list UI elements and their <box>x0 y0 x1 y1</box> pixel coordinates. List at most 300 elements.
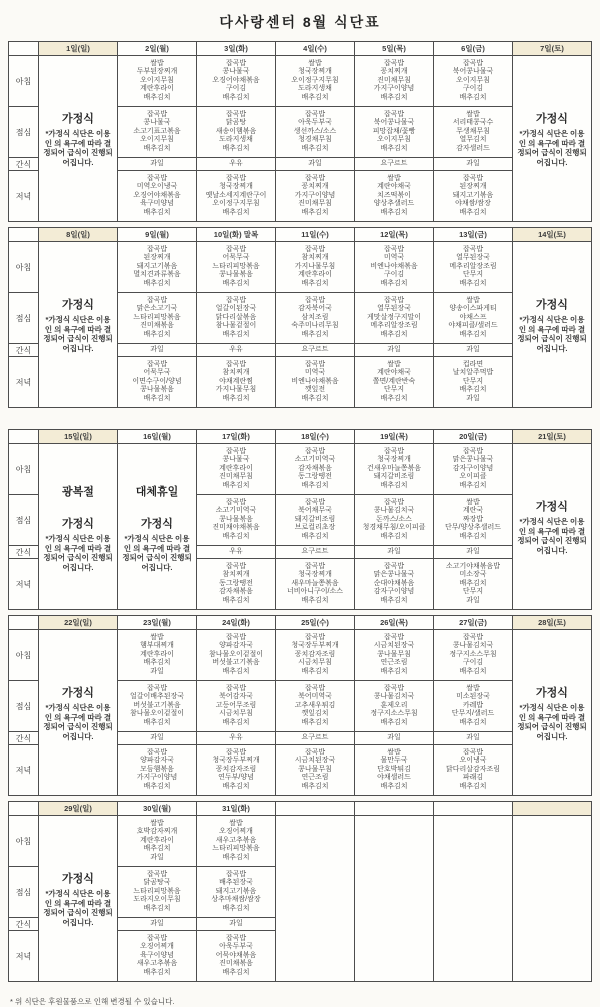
week-table <box>8 429 592 610</box>
menu-item: 단무지 <box>462 271 484 279</box>
menu-item: 돼지고기볶음 <box>215 887 257 895</box>
menu-item: 배추김치 <box>143 718 171 726</box>
menu-item: 잡곡밥 <box>146 174 168 182</box>
menu-item: 육구이양념 <box>140 951 174 959</box>
week-table <box>8 41 592 222</box>
menu-item: 양파감자국 <box>140 757 174 765</box>
home-meal-cell <box>513 56 592 222</box>
home-meal-note: *가정식 식단은 이용인 의 욕구에 따라 결정되어 급식이 진행되어집니다. <box>43 315 113 353</box>
meal-label: 아침 <box>9 56 39 107</box>
menu-item: 상추마채쌈/쌈장 <box>211 896 261 904</box>
menu-item: 새우마늘쫑볶음 <box>291 579 339 587</box>
meal-cell <box>276 171 355 222</box>
menu-item: 두부된장찌개 <box>136 68 178 76</box>
menu-item: 양파감자국 <box>219 642 253 650</box>
menu-item: 청국장두부찌개 <box>212 757 260 765</box>
menu-item: 날치알주먹밥 <box>452 369 494 377</box>
menu-item: 버섯불고기볶음 <box>133 701 181 709</box>
menu-item: 연근조림 <box>301 774 329 782</box>
menu-item: 쫄면/계란반숙 <box>372 377 416 385</box>
menu-item: 오이지무침 <box>140 76 174 84</box>
home-meal-cell <box>513 444 592 610</box>
meal-cell <box>434 681 513 732</box>
menu-item: 야채스프 <box>459 313 487 321</box>
menu-item: 잡곡밥 <box>462 633 484 641</box>
menu-item: 옛날소세지계란구이 <box>205 191 267 199</box>
menu-item: 우유 <box>229 733 243 741</box>
menu-item: 배추김치 <box>143 208 171 216</box>
meal-cell <box>197 630 276 681</box>
menu-item: 닭곰탕 <box>225 119 247 127</box>
menu-item: 계란야채국 <box>377 183 411 191</box>
meal-cell <box>355 344 434 357</box>
meal-cell <box>276 293 355 344</box>
menu-item: 쌀밥 <box>150 633 164 641</box>
menu-item: 배추김치 <box>143 279 171 287</box>
meal-cell <box>434 107 513 158</box>
menu-item: 잡곡밥 <box>146 360 168 368</box>
meal-cell <box>355 56 434 107</box>
menu-item: 잡곡밥 <box>462 447 484 455</box>
corner-cell <box>9 430 39 444</box>
menu-item: 소고기미역국 <box>215 507 257 515</box>
menu-item: 배추김치 <box>301 532 329 540</box>
menu-item: 느타리피망볶음 <box>133 887 181 895</box>
meal-cell <box>197 344 276 357</box>
home-meal-note: *가정식 식단은 이용인 의 욕구에 따라 결정되어 급식이 진행되어집니다. <box>517 703 587 741</box>
day-header: 19일(목) <box>355 430 434 444</box>
menu-item: 돼지갈비조림 <box>373 473 415 481</box>
menu-item: 진미채무침 <box>219 473 253 481</box>
meal-cell <box>276 158 355 171</box>
menu-item: 단무지/샐러드 <box>451 710 495 718</box>
meal-label: 저녁 <box>9 559 39 610</box>
meal-cell <box>197 107 276 158</box>
menu-item: 배추김치 <box>301 93 329 101</box>
meal-cell <box>434 745 513 796</box>
week-table <box>8 227 592 408</box>
menu-item: 게맛살정구지말이 <box>366 313 422 321</box>
menu-item: 양상추샐러드 <box>373 200 415 208</box>
day-header <box>355 802 434 816</box>
menu-item: 브로컬리초장 <box>294 524 336 532</box>
empty-day-cell <box>355 816 434 982</box>
menu-item: 배추김치 <box>222 968 250 976</box>
menu-item: 청국장찌개 <box>219 183 253 191</box>
menu-item: 치즈떡볶이 <box>377 191 411 199</box>
menu-item: 야채샐러드 <box>377 774 411 782</box>
menu-item: 열무된장국 <box>456 254 490 262</box>
menu-item: 과일 <box>308 159 322 167</box>
menu-item: 과일 <box>466 394 480 402</box>
meal-label: 저녁 <box>9 931 39 982</box>
menu-item: 오이지무침 <box>456 76 490 84</box>
meal-label: 저녁 <box>9 745 39 796</box>
menu-item: 호박감자찌개 <box>136 828 178 836</box>
menu-item: 배추김치 <box>459 481 487 489</box>
menu-item: 참치찌개 <box>301 254 329 262</box>
menu-item: 동그랑땡전 <box>219 579 253 587</box>
meal-cell <box>197 293 276 344</box>
day-header: 17일(화) <box>197 430 276 444</box>
menu-item: 과일 <box>150 853 164 861</box>
home-meal-cell <box>39 816 118 982</box>
menu-item: 배추김치 <box>143 904 171 912</box>
menu-item: 잡곡밥 <box>225 174 247 182</box>
menu-item: 콩나물김치국 <box>452 642 494 650</box>
menu-item: 과일 <box>387 547 401 555</box>
menu-item: 쌀밥 <box>387 360 401 368</box>
menu-item: 연근조림 <box>380 659 408 667</box>
menu-item: 잡곡밥 <box>383 684 405 692</box>
meal-cell <box>197 56 276 107</box>
menu-item: 짜장밥 <box>462 515 484 523</box>
menu-item: 쌀밥 <box>387 748 401 756</box>
holiday-label: 대체휴일 <box>135 486 179 498</box>
menu-item: 배추김치 <box>222 532 250 540</box>
menu-item: 모듬햄볶음 <box>140 765 174 773</box>
home-meal-note: *가정식 식단은 이용인 의 욕구에 따라 결정되어 급식이 진행되어집니다. <box>122 534 192 572</box>
menu-item: 배추김치 <box>380 718 408 726</box>
menu-item: 깻잎전 <box>304 386 326 394</box>
menu-item: 잡곡밥 <box>304 296 326 304</box>
day-header: 27일(금) <box>434 616 513 630</box>
day-header: 2일(월) <box>118 42 197 56</box>
day-header: 30일(월) <box>118 802 197 816</box>
menu-item: 계란후라이 <box>219 464 253 472</box>
menu-item: 배추김치 <box>143 968 171 976</box>
day-header: 8일(일) <box>39 228 118 242</box>
menu-item: 잡곡밥 <box>383 633 405 641</box>
home-meal-title: 가정식 <box>536 687 568 699</box>
meal-cell <box>118 745 197 796</box>
menu-item: 잡곡밥 <box>304 245 326 253</box>
home-meal-note: *가정식 식단은 이용인 의 욕구에 따라 결정되어 급식이 진행되어집니다. <box>517 315 587 353</box>
menu-item: 햄부대찌개 <box>140 642 174 650</box>
menu-item: 맑은콩나물국 <box>373 571 415 579</box>
menu-item: 배추김치 <box>222 853 250 861</box>
menu-item: 오이지무침 <box>377 136 411 144</box>
menu-item: 구이김 <box>225 85 247 93</box>
meal-cell <box>434 546 513 559</box>
menu-item: 과일 <box>466 159 480 167</box>
menu-item: 배추김치 <box>380 596 408 604</box>
home-meal-title: 가정식 <box>62 873 94 885</box>
menu-item: 꽁치찌개 <box>301 183 329 191</box>
home-meal-cell <box>39 56 118 222</box>
menu-item: 요구르트 <box>301 547 329 555</box>
menu-item: 콩나물김치국 <box>373 693 415 701</box>
menu-item: 잡곡밥 <box>225 934 247 942</box>
menu-item: 얼갈이된장국 <box>215 305 257 313</box>
day-header: 22일(일) <box>39 616 118 630</box>
menu-item: 느타리피망볶음 <box>212 845 260 853</box>
day-header: 28일(토) <box>513 616 592 630</box>
meal-label: 점심 <box>9 495 39 546</box>
menu-item: 과일 <box>466 596 480 604</box>
meal-cell <box>355 242 434 293</box>
menu-item: 새송이햄볶음 <box>215 127 257 135</box>
menu-item: 숙주미나리무침 <box>291 322 339 330</box>
menu-item: 잡곡밥 <box>225 870 247 878</box>
menu-item: 잡곡밥 <box>146 245 168 253</box>
menu-item: 콩나물김치국 <box>373 507 415 515</box>
menu-item: 열무김치 <box>459 136 487 144</box>
menu-item: 배추김치 <box>301 208 329 216</box>
menu-item: 과일 <box>229 919 243 927</box>
menu-item: 구이김 <box>383 271 405 279</box>
meal-label: 간식 <box>9 158 39 171</box>
menu-item: 컵라면 <box>462 360 484 368</box>
menu-item: 연두부/양념 <box>218 774 254 782</box>
menu-item: 우유 <box>229 159 243 167</box>
meal-cell <box>276 344 355 357</box>
day-header: 7일(토) <box>513 42 592 56</box>
menu-item: 진미채볶음 <box>219 960 253 968</box>
day-header: 29일(일) <box>39 802 118 816</box>
day-header: 15일(일) <box>39 430 118 444</box>
meal-cell <box>276 242 355 293</box>
menu-item: 잡곡밥 <box>304 360 326 368</box>
empty-day-cell <box>434 816 513 982</box>
menu-item: 콩나물국 <box>143 119 171 127</box>
footnote: * 위 식단은 후원물품으로 인해 변경될 수 있습니다. <box>10 997 175 1006</box>
menu-item: 감자샐러드 <box>456 144 490 152</box>
menu-item: 쌀밥 <box>466 498 480 506</box>
menu-item: 청국장찌개 <box>298 571 332 579</box>
meal-label: 점심 <box>9 681 39 732</box>
menu-item: 잡곡밥 <box>383 447 405 455</box>
menu-item: 잡곡밥 <box>462 245 484 253</box>
day-header: 21일(토) <box>513 430 592 444</box>
menu-item: 쌀밥 <box>150 59 164 67</box>
meal-label: 아침 <box>9 444 39 495</box>
menu-item: 쌀밥 <box>466 110 480 118</box>
menu-item: 잡곡밥 <box>304 562 326 570</box>
day-header: 6일(금) <box>434 42 513 56</box>
meal-cell <box>434 444 513 495</box>
menu-item: 배추김치 <box>380 394 408 402</box>
meal-label: 점심 <box>9 867 39 918</box>
menu-item: 배추김치 <box>143 782 171 790</box>
meal-cell <box>118 931 197 982</box>
day-header: 3일(화) <box>197 42 276 56</box>
meal-cell <box>118 732 197 745</box>
meal-cell <box>118 293 197 344</box>
menu-item: 잡곡밥 <box>225 633 247 641</box>
menu-item: 느타리피망볶음 <box>212 262 260 270</box>
menu-item: 잡곡밥 <box>383 296 405 304</box>
menu-item: 잡곡밥 <box>146 934 168 942</box>
menu-item: 메추리알장조림 <box>370 322 418 330</box>
meal-cell <box>434 630 513 681</box>
menu-item: 잡곡밥 <box>462 748 484 756</box>
day-header: 9일(월) <box>118 228 197 242</box>
menu-item: 잡곡밥 <box>225 110 247 118</box>
menu-item: 청국장두부찌개 <box>291 642 339 650</box>
corner-cell <box>9 42 39 56</box>
menu-item: 생선까스/소스 <box>293 127 337 135</box>
meal-cell <box>434 171 513 222</box>
menu-item: 잡곡밥 <box>146 748 168 756</box>
menu-item: 진미채무침 <box>377 76 411 84</box>
menu-item: 가지구이양념 <box>373 85 415 93</box>
menu-item: 배추김치 <box>301 667 329 675</box>
menu-item: 훈제오리 <box>380 701 408 709</box>
page-title: 다사랑센터 8월 식단표 <box>219 14 381 30</box>
day-header: 26일(목) <box>355 616 434 630</box>
menu-item: 배추김치 <box>459 208 487 216</box>
home-meal-title: 가정식 <box>62 299 94 311</box>
menu-item: 고등어무조림 <box>215 701 257 709</box>
menu-item: 잡곡밥 <box>304 748 326 756</box>
meal-cell <box>355 559 434 610</box>
meal-cell <box>434 495 513 546</box>
menu-item: 닭다리살볶음 <box>215 313 257 321</box>
menu-item: 잡곡밥 <box>225 447 247 455</box>
menu-item: 비엔나야채볶음 <box>291 377 339 385</box>
day-header: 13일(금) <box>434 228 513 242</box>
menu-item: 콩나물무침 <box>377 650 411 658</box>
menu-item: 닭다리살감자조림 <box>445 765 501 773</box>
menu-item: 잡곡밥 <box>383 562 405 570</box>
menu-item: 배추김치 <box>301 330 329 338</box>
meal-cell <box>434 559 513 610</box>
menu-item: 단무지 <box>383 386 405 394</box>
menu-item: 미역오이냉국 <box>136 183 178 191</box>
menu-item: 잡곡밥 <box>146 296 168 304</box>
menu-item: 콩나물볶음 <box>219 515 253 523</box>
holiday-label: 광복절 <box>62 486 94 498</box>
menu-item: 배추김치 <box>380 481 408 489</box>
home-meal-cell <box>118 444 197 610</box>
menu-item: 배추김치 <box>143 394 171 402</box>
menu-item: 잡곡밥 <box>225 562 247 570</box>
menu-item: 쌀밥 <box>229 819 243 827</box>
menu-item: 동그랑땡전 <box>298 473 332 481</box>
menu-item: 배추김치 <box>380 667 408 675</box>
menu-item: 과일 <box>150 733 164 741</box>
home-meal-cell <box>513 630 592 796</box>
meal-cell <box>434 732 513 745</box>
day-header <box>434 802 513 816</box>
menu-item: 된장찌개 <box>459 183 487 191</box>
menu-item: 잡곡밥 <box>383 59 405 67</box>
menu-item: 배추김치 <box>459 667 487 675</box>
home-meal-cell <box>39 444 118 610</box>
meal-cell <box>276 546 355 559</box>
menu-item: 배추김치 <box>380 330 408 338</box>
menu-item: 과일 <box>150 345 164 353</box>
menu-item: 쌀밥 <box>466 296 480 304</box>
meal-cell <box>434 357 513 408</box>
home-meal-cell <box>39 630 118 796</box>
menu-item: 잡곡밥 <box>225 684 247 692</box>
day-header: 25일(수) <box>276 616 355 630</box>
menu-item: 잡곡밥 <box>304 174 326 182</box>
day-header: 20일(금) <box>434 430 513 444</box>
menu-item: 계란후라이 <box>140 836 174 844</box>
menu-item: 쌀밥 <box>387 174 401 182</box>
menu-item: 배추김치 <box>143 330 171 338</box>
menu-item: 잡곡밥 <box>383 245 405 253</box>
menu-item: 어묵야채볶음 <box>215 951 257 959</box>
week-table <box>8 801 592 982</box>
menu-item: 배추김치 <box>459 93 487 101</box>
meal-cell <box>355 630 434 681</box>
meal-cell <box>355 158 434 171</box>
menu-item: 감자구이양념 <box>373 588 415 596</box>
menu-item: 북어콩나물국 <box>373 119 415 127</box>
meal-cell <box>276 732 355 745</box>
menu-item: 오이피클 <box>459 473 487 481</box>
menu-item: 삼치조림 <box>301 313 329 321</box>
menu-item: 육구미양념 <box>140 200 174 208</box>
menu-item: 배추김치 <box>222 330 250 338</box>
meal-label: 간식 <box>9 918 39 931</box>
menu-item: 배추김치 <box>222 782 250 790</box>
meal-cell <box>276 357 355 408</box>
meal-cell <box>355 107 434 158</box>
menu-item: 야채쌈/쌈장 <box>455 200 491 208</box>
meal-cell <box>118 630 197 681</box>
menu-item: 배추김치 <box>459 532 487 540</box>
menu-item: 진미채무침 <box>298 200 332 208</box>
home-meal-title: 가정식 <box>536 113 568 125</box>
meal-cell <box>355 732 434 745</box>
menu-item: 참치찌개 <box>222 369 250 377</box>
menu-item: 잡곡밥 <box>225 360 247 368</box>
menu-item: 배추김치 <box>459 386 487 394</box>
day-header: 31일(화) <box>197 802 276 816</box>
menu-item: 우유 <box>229 345 243 353</box>
menu-item: 배추김치 <box>380 208 408 216</box>
menu-item: 양송이스파게티 <box>449 305 497 313</box>
menu-item: 참나물오이겉절이 <box>129 710 185 718</box>
menu-item: 북어채무국 <box>298 507 332 515</box>
menu-item: 청경채무침/오이피클 <box>362 524 426 532</box>
meal-cell <box>276 56 355 107</box>
meal-label: 저녁 <box>9 171 39 222</box>
menu-item: 정구지소스무침 <box>449 650 497 658</box>
meal-cell <box>355 495 434 546</box>
meal-cell <box>118 171 197 222</box>
menu-item: 배추김치 <box>222 481 250 489</box>
menu-item: 시금치무침 <box>219 710 253 718</box>
menu-item: 느타리피망볶음 <box>133 313 181 321</box>
menu-item: 과일 <box>387 733 401 741</box>
menu-item: 쌀밥 <box>466 684 480 692</box>
menu-item: 잡곡밥 <box>383 498 405 506</box>
menu-item: 계란후라이 <box>298 271 332 279</box>
menu-item: 고추새우튀김 <box>294 701 336 709</box>
menu-item: 열무된장국 <box>377 305 411 313</box>
menu-item: 배추된장국 <box>219 879 253 887</box>
day-header <box>276 802 355 816</box>
meal-label: 아침 <box>9 630 39 681</box>
home-meal-note: *가정식 식단은 이용인 의 욕구에 따라 결정되어 급식이 진행되어집니다. <box>43 534 113 572</box>
menu-item: 배추김치 <box>301 481 329 489</box>
menu-item: 새우고추볶음 <box>215 836 257 844</box>
menu-item: 멸치견과류볶음 <box>133 271 181 279</box>
menu-item: 돈까스/소스 <box>376 515 412 523</box>
menu-item: 카레밥 <box>462 701 484 709</box>
home-meal-title: 가정식 <box>536 501 568 513</box>
home-meal-cell <box>513 242 592 408</box>
meal-cell <box>355 171 434 222</box>
menu-item: 쌀밥 <box>150 819 164 827</box>
menu-item: 구이김 <box>462 659 484 667</box>
